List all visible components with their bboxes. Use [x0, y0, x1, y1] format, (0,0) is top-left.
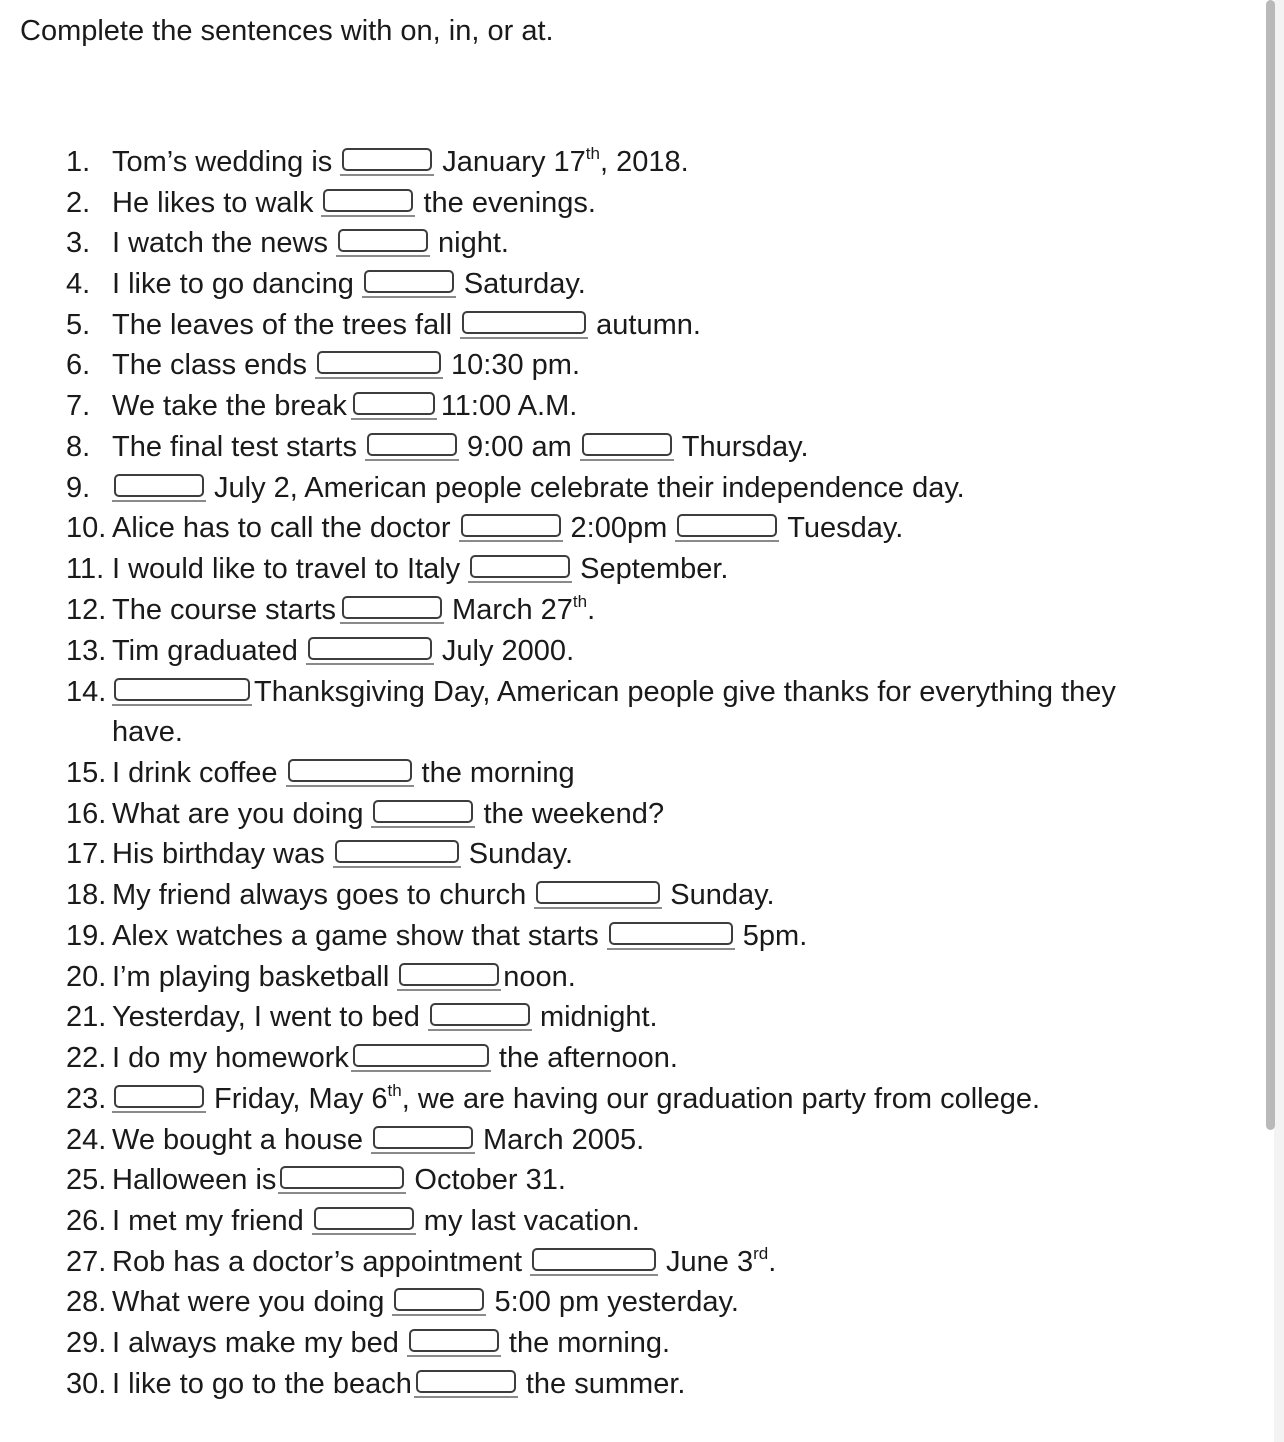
answer-blank[interactable] — [306, 637, 434, 665]
answer-blank[interactable] — [112, 474, 206, 502]
sentence-start: His birthday was — [112, 838, 325, 870]
sentence-start: Rob has a doctor’s appointment — [112, 1246, 523, 1278]
sentence-start: Tom’s wedding is — [112, 146, 333, 178]
sentence-end: 5:00 pm yesterday. — [494, 1286, 739, 1318]
answer-blank[interactable] — [351, 1044, 491, 1072]
answer-blank[interactable] — [428, 1003, 532, 1031]
answer-blank[interactable] — [112, 1085, 206, 1113]
answer-blank[interactable] — [371, 1126, 475, 1154]
answer-blank[interactable] — [459, 514, 563, 542]
sentence-end-2: . — [768, 1246, 777, 1278]
item-number: 24. — [66, 1124, 107, 1156]
sentence-start: The course starts — [112, 594, 337, 626]
item-number: 18. — [66, 879, 107, 911]
sentence-end: , we are having our graduation party from college. — [401, 1083, 1041, 1115]
sentence-end: the morning. — [508, 1327, 671, 1359]
sentence-start: Friday, May 6 — [214, 1083, 388, 1115]
item-number: 3. — [66, 227, 91, 259]
item-number: 21. — [66, 1001, 107, 1033]
sentence-start: I like to go to the beach — [112, 1368, 412, 1400]
sentence-start: I do my homework — [112, 1042, 349, 1074]
answer-blank[interactable] — [365, 433, 459, 461]
ordinal-suffix: th — [585, 144, 600, 163]
sentence-start: I drink coffee — [112, 757, 278, 789]
answer-blank[interactable] — [286, 759, 414, 787]
answer-blank[interactable] — [675, 514, 779, 542]
item-number: 11. — [66, 553, 105, 585]
sentence-start: Thanksgiving Day, American people give thanks for everything they — [254, 676, 1116, 708]
sentence-end: March 27 — [452, 594, 573, 626]
sentence-end: Thursday. — [681, 431, 809, 463]
sentence-start: Yesterday, I went to bed — [112, 1001, 420, 1033]
item-number: 14. — [66, 676, 107, 708]
item-number: 2. — [66, 187, 91, 219]
item-number: 16. — [66, 798, 107, 830]
sentence-end: night. — [438, 227, 509, 259]
item-number: 4. — [66, 268, 91, 300]
sentence-end: the summer. — [525, 1368, 686, 1400]
instruction-heading: Complete the sentences with on, in, or at. — [20, 15, 554, 47]
sentence-end-2: , 2018. — [599, 146, 689, 178]
answer-blank[interactable] — [414, 1370, 518, 1398]
answer-blank[interactable] — [371, 800, 475, 828]
item-number: 26. — [66, 1205, 107, 1237]
item-number: 20. — [66, 961, 107, 993]
answer-blank[interactable] — [278, 1166, 406, 1194]
answer-blank[interactable] — [460, 311, 588, 339]
sentence-start: I watch the news — [112, 227, 328, 259]
sentence-end: September. — [580, 553, 729, 585]
sentence-start: The class ends — [112, 349, 308, 381]
sentence-end: the morning — [421, 757, 575, 789]
sentence-end: Saturday. — [463, 268, 586, 300]
item-number: 5. — [66, 309, 91, 341]
sentence-end: the weekend? — [483, 798, 665, 830]
sentence-start: Tim graduated — [112, 635, 298, 667]
sentence-start: We take the break — [112, 390, 347, 422]
answer-blank[interactable] — [534, 881, 662, 909]
answer-blank[interactable] — [333, 840, 461, 868]
sentence-middle: 2:00pm — [570, 512, 668, 544]
answer-blank[interactable] — [362, 270, 456, 298]
answer-blank[interactable] — [321, 189, 415, 217]
answer-blank[interactable] — [580, 433, 674, 461]
item-number: 17. — [66, 838, 107, 870]
sentence-end-2: . — [587, 594, 596, 626]
item-number: 1. — [66, 146, 91, 178]
answer-blank[interactable] — [607, 922, 735, 950]
item-number: 27. — [66, 1246, 107, 1278]
sentence-start: I’m playing basketball — [112, 961, 390, 993]
sentence-end: March 2005. — [483, 1124, 645, 1156]
sentence-end: January 17 — [442, 146, 586, 178]
answer-blank[interactable] — [392, 1288, 486, 1316]
item-number: 29. — [66, 1327, 107, 1359]
answer-blank[interactable] — [407, 1329, 501, 1357]
answer-blank[interactable] — [336, 229, 430, 257]
item-number: 8. — [66, 431, 91, 463]
answer-blank[interactable] — [351, 392, 437, 420]
item-number: 12. — [66, 594, 107, 626]
ordinal-suffix: th — [572, 592, 588, 611]
sentence-start: What were you doing — [112, 1286, 385, 1318]
sentence-end: June 3 — [666, 1246, 754, 1278]
answer-blank[interactable] — [340, 148, 434, 176]
sentence-start: I would like to travel to Italy — [112, 553, 461, 585]
item-number: 23. — [66, 1083, 107, 1115]
answer-blank[interactable] — [530, 1248, 658, 1276]
ordinal-suffix: rd — [753, 1244, 769, 1263]
answer-blank[interactable] — [468, 555, 572, 583]
sentence-end: October 31. — [414, 1164, 566, 1196]
sentence-start: Alice has to call the doctor — [112, 512, 451, 544]
sentence-start: He likes to walk — [112, 187, 314, 219]
sentence-end: autumn. — [596, 309, 701, 341]
sentence-continuation: have. — [112, 716, 183, 748]
sentence-end: the afternoon. — [498, 1042, 678, 1074]
sentence-start: I met my friend — [112, 1205, 304, 1237]
ordinal-suffix: th — [387, 1081, 402, 1100]
sentence-end: noon. — [503, 961, 576, 993]
item-number: 6. — [66, 349, 91, 381]
item-number: 15. — [66, 757, 107, 789]
item-number: 10. — [66, 512, 107, 544]
sentence-start: What are you doing — [112, 798, 364, 830]
sentence-start: My friend always goes to church — [112, 879, 527, 911]
sentence-end: Sunday. — [670, 879, 775, 911]
sentence-start: Halloween is — [112, 1164, 277, 1196]
sentence-end: 11:00 A.M. — [440, 390, 578, 422]
sentence-start: July 2, American people celebrate their independence day. — [214, 472, 965, 504]
sentence-end: midnight. — [539, 1001, 658, 1033]
answer-blank[interactable] — [112, 678, 252, 706]
item-number: 30. — [66, 1368, 107, 1400]
answer-blank[interactable] — [397, 963, 501, 991]
item-number: 28. — [66, 1286, 107, 1318]
item-number: 22. — [66, 1042, 107, 1074]
sentence-start: The final test starts — [112, 431, 357, 463]
item-number: 7. — [66, 390, 91, 422]
sentence-start: We bought a house — [112, 1124, 363, 1156]
item-number: 13. — [66, 635, 107, 667]
page-edge — [1274, 0, 1284, 1442]
vertical-scrollbar[interactable] — [1266, 0, 1275, 1130]
sentence-middle: 9:00 am — [467, 431, 572, 463]
answer-blank[interactable] — [315, 351, 443, 379]
item-number: 9. — [66, 472, 91, 504]
sentence-start: The leaves of the trees fall — [112, 309, 453, 341]
sentence-end: my last vacation. — [423, 1205, 640, 1237]
sentence-start: I like to go dancing — [112, 268, 354, 300]
item-number: 25. — [66, 1164, 107, 1196]
sentence-end: 10:30 pm. — [451, 349, 581, 381]
item-number: 19. — [66, 920, 107, 952]
sentence-start: I always make my bed — [112, 1327, 399, 1359]
sentence-end: 5pm. — [742, 920, 808, 952]
answer-blank[interactable] — [340, 596, 444, 624]
answer-blank[interactable] — [312, 1207, 416, 1235]
sentence-end: the evenings. — [423, 187, 596, 219]
sentence-end: Sunday. — [468, 838, 574, 870]
sentence-end: Tuesday. — [787, 512, 904, 544]
sentence-start: Alex watches a game show that starts — [112, 920, 599, 952]
sentence-end: July 2000. — [441, 635, 575, 667]
